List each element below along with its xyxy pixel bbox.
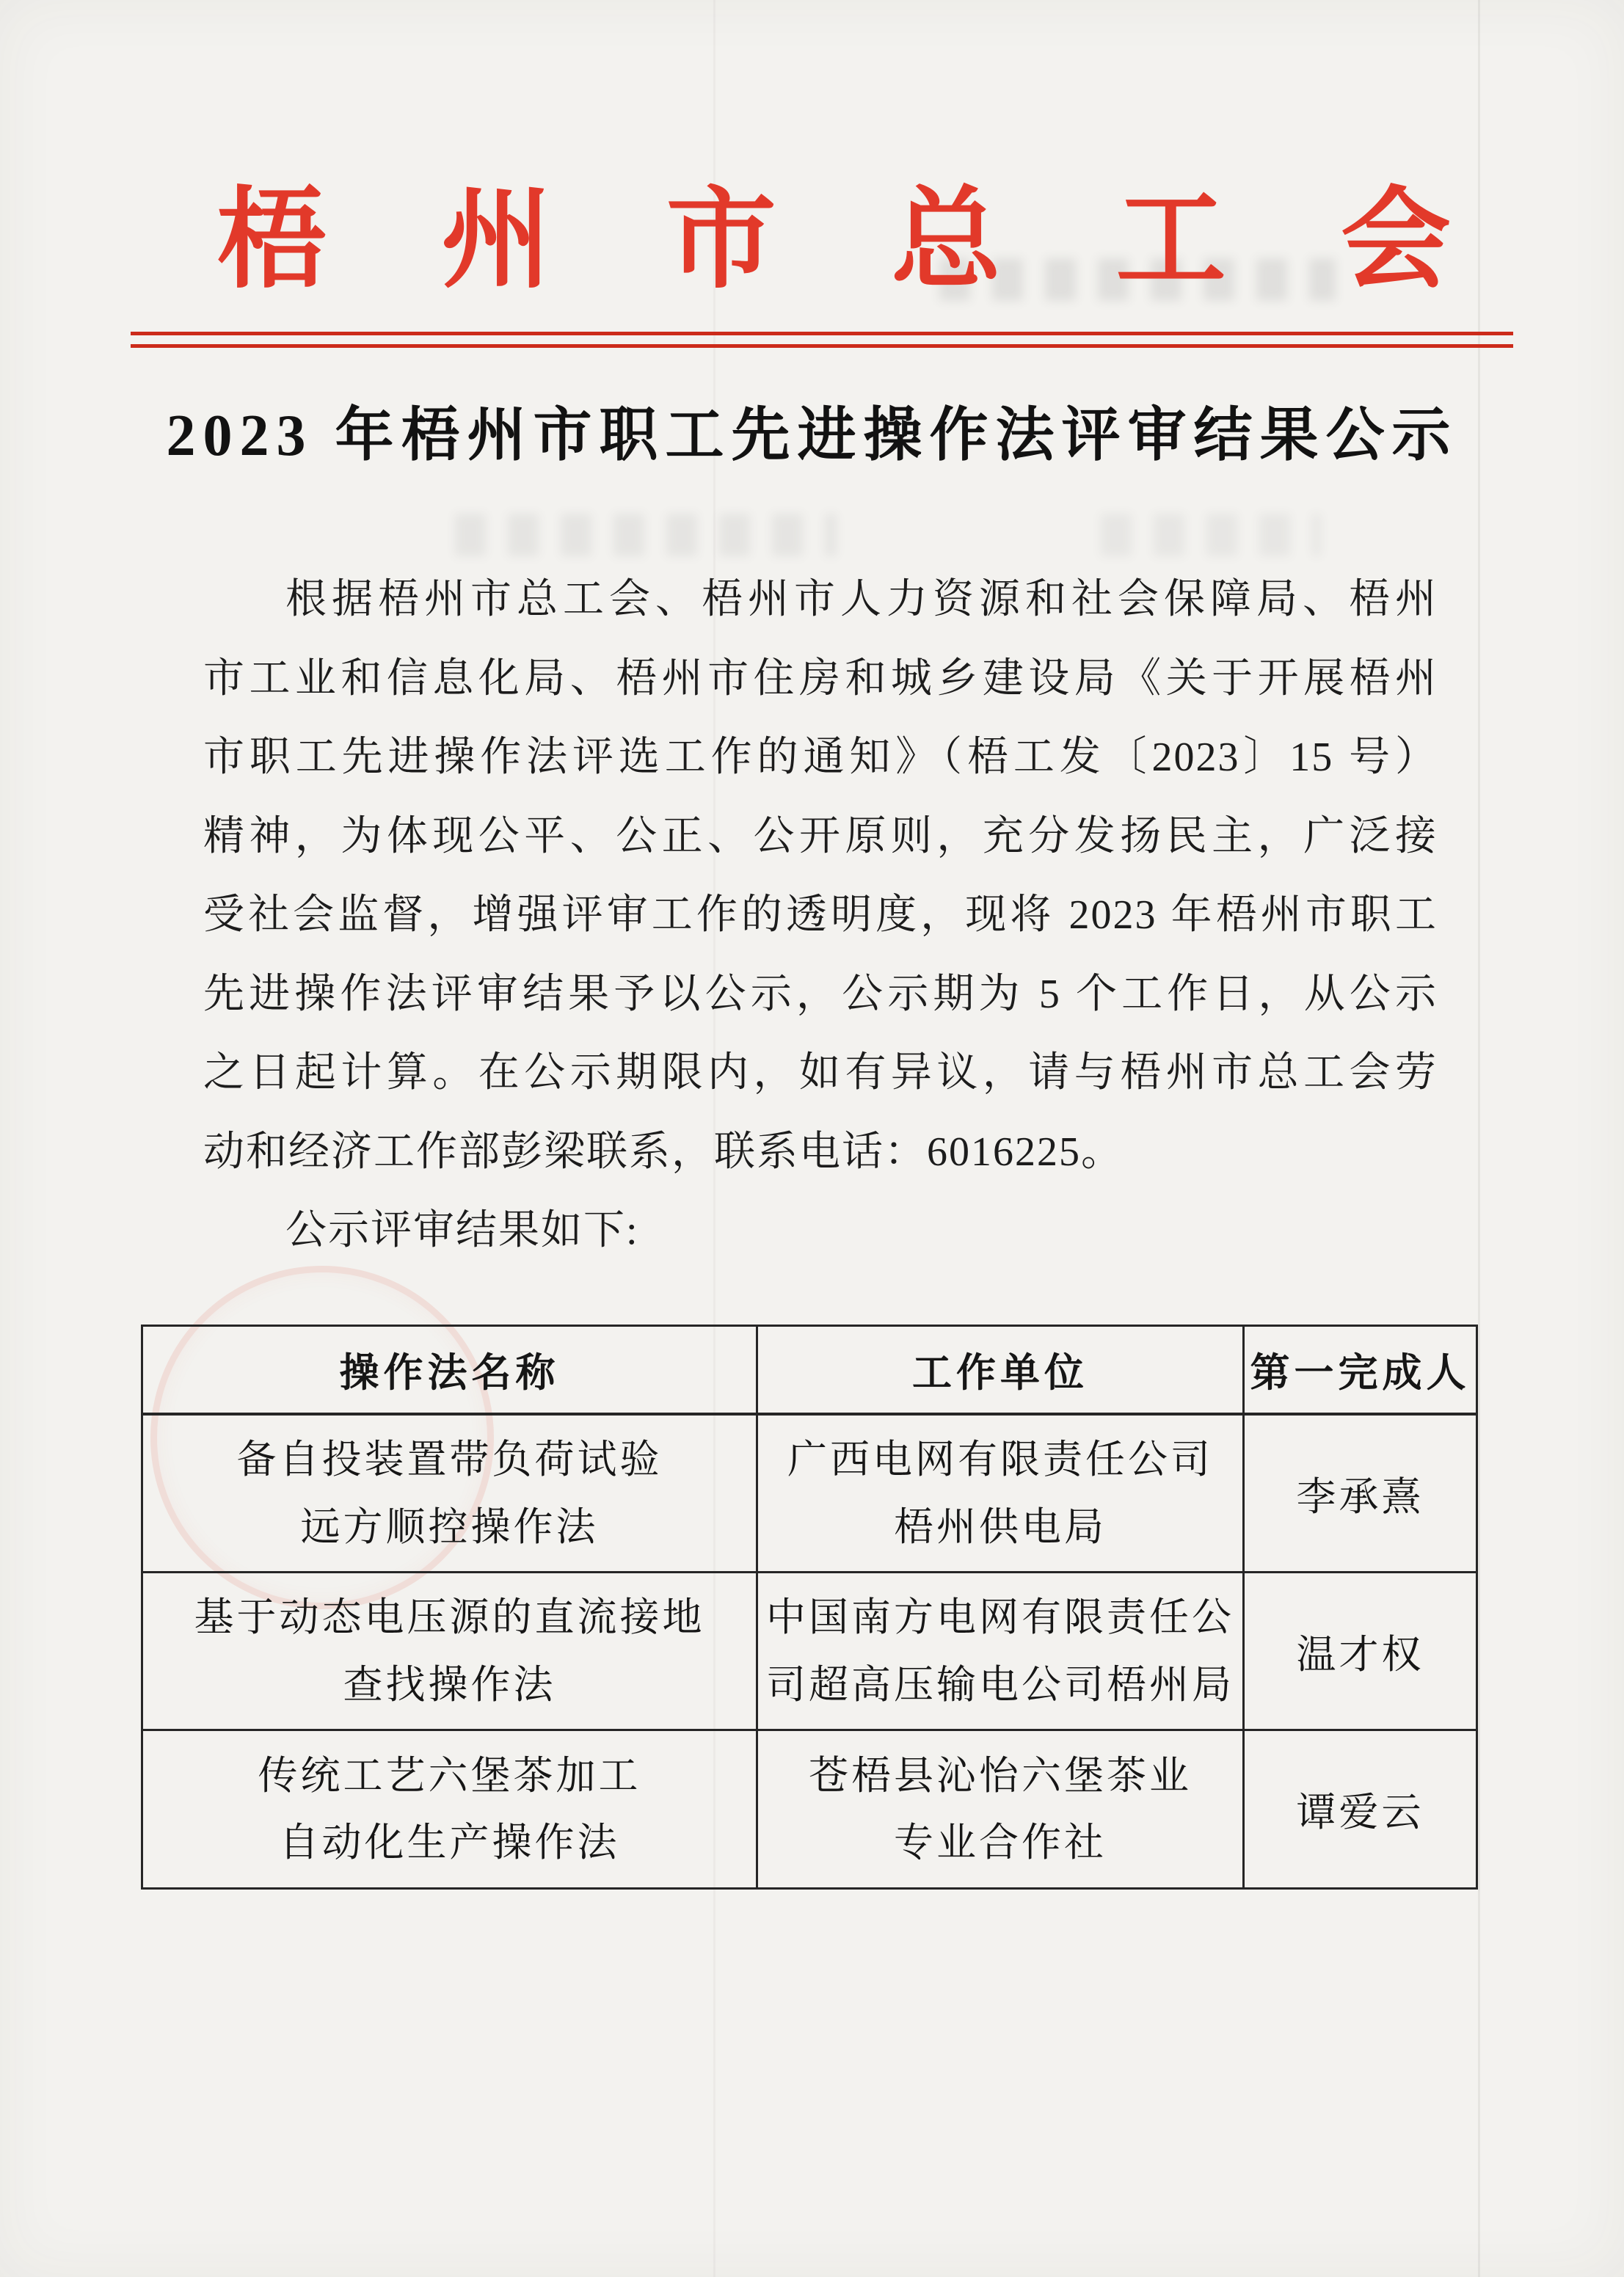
method-line: 基于动态电压源的直流接地 — [194, 1595, 705, 1640]
unit-line: 专业合作社 — [894, 1821, 1107, 1865]
results-table — [141, 1325, 1478, 1890]
table-header-person: 第一完成人 — [1245, 1327, 1476, 1416]
body-line: 动和经济工作部彭梁联系，联系电话：6016225。 — [203, 1129, 1124, 1175]
unit-line: 广西电网有限责任公司 — [787, 1438, 1213, 1482]
method-line: 查找操作法 — [343, 1662, 556, 1707]
table-cell-person: 谭爱云 — [1296, 1790, 1424, 1835]
body-paragraph — [203, 561, 1438, 1271]
table-cell-person: 温才权 — [1245, 1573, 1476, 1731]
table-cell-unit — [758, 1416, 1245, 1573]
table-header-unit: 工作单位 — [758, 1327, 1245, 1416]
paper-crease — [1478, 0, 1480, 2277]
body-line: 根据梧州市总工会、梧州市人力资源和社会保障局、梧州 — [285, 577, 1438, 622]
unit-line: 苍梧县沁怡六堡茶业 — [809, 1753, 1192, 1798]
table-header-method: 操作法名称 — [143, 1327, 758, 1416]
method-line: 自动化生产操作法 — [279, 1821, 620, 1865]
body-line: 先进操作法评审结果予以公示，公示期为 5 个工作日，从公示 — [203, 971, 1438, 1017]
org-header-char: 州 — [441, 180, 552, 302]
unit-line: 中国南方电网有限责任公 — [766, 1595, 1234, 1640]
method-line: 备自投装置带负荷试验 — [236, 1438, 663, 1482]
method-line: 远方顺控操作法 — [300, 1504, 599, 1549]
unit-line: 司超高压输电公司梧州局 — [766, 1662, 1234, 1707]
method-line: 传统工艺六堡茶加工 — [258, 1753, 641, 1798]
ink-bleed-mark — [1101, 514, 1321, 556]
org-header-char: 会 — [1340, 180, 1451, 302]
org-header-char: 市 — [666, 180, 776, 302]
org-header-char: 总 — [891, 180, 1002, 302]
body-line: 公示评审结果如下: — [285, 1208, 639, 1253]
org-header-char: 工 — [1115, 180, 1226, 302]
org-header-char: 梧 — [216, 180, 327, 302]
body-line: 精神，为体现公平、公正、公开原则，充分发扬民主，广泛接 — [203, 813, 1438, 859]
document-title: 2023 年梧州市职工先进操作法评审结果公示 — [166, 404, 1458, 468]
table-cell-method — [143, 1731, 758, 1887]
body-line: 市职工先进操作法评选工作的通知》（梧工发〔2023〕15 号） — [203, 735, 1438, 780]
ink-bleed-mark — [455, 514, 837, 556]
red-rule-bottom — [131, 344, 1513, 348]
table-cell-person: 李承熹 — [1245, 1416, 1476, 1573]
table-cell-unit — [758, 1573, 1245, 1731]
red-rule-top — [131, 332, 1513, 335]
body-line: 市工业和信息化局、梧州市住房和城乡建设局《关于开展梧州 — [203, 655, 1438, 702]
table-cell-method — [143, 1573, 758, 1731]
table-cell-unit — [758, 1731, 1245, 1887]
org-header — [216, 181, 1451, 301]
table-cell-method — [143, 1416, 758, 1573]
body-line: 之日起计算。在公示期限内，如有异议，请与梧州市总工会劳 — [203, 1050, 1438, 1096]
body-line: 受社会监督，增强评审工作的透明度，现将 2023 年梧州市职工 — [203, 892, 1438, 938]
unit-line: 梧州供电局 — [894, 1504, 1107, 1549]
